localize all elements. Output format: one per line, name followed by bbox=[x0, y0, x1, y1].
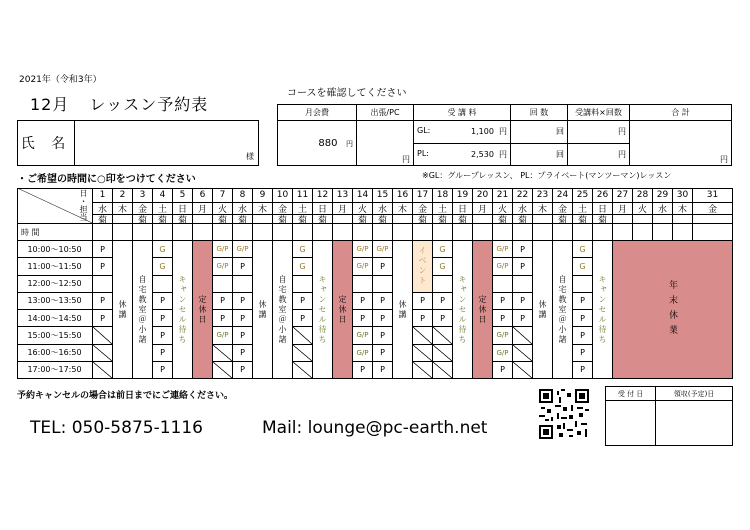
day-number: 22 bbox=[513, 188, 533, 203]
day-header-filler bbox=[173, 224, 193, 241]
day-weekday: 木 bbox=[533, 203, 553, 215]
lesson-slot[interactable]: P bbox=[233, 258, 253, 275]
lesson-slot[interactable]: P bbox=[233, 327, 253, 344]
gl-price: 1,100 bbox=[471, 127, 494, 137]
day-header-filler bbox=[233, 224, 253, 241]
lesson-slot[interactable]: P bbox=[353, 293, 373, 310]
fee-header-trip: 出張/PC bbox=[357, 105, 414, 121]
day-number: 7 bbox=[213, 188, 233, 203]
day-number: 14 bbox=[353, 188, 373, 203]
lesson-slot[interactable]: P bbox=[573, 310, 593, 327]
pl-price: 2,530 bbox=[471, 149, 494, 159]
day-teacher bbox=[673, 215, 693, 224]
day-number: 20 bbox=[473, 188, 493, 203]
unavailable-slot bbox=[513, 327, 533, 344]
day-header-filler bbox=[653, 224, 673, 241]
day-number: 1 bbox=[93, 188, 113, 203]
lesson-slot[interactable]: P bbox=[213, 293, 233, 310]
day-number: 18 bbox=[433, 188, 453, 203]
day-header-filler bbox=[393, 224, 413, 241]
lesson-slot[interactable]: G bbox=[293, 258, 313, 275]
lesson-slot[interactable]: P bbox=[233, 362, 253, 379]
pl-subtotal-yen: 円 bbox=[618, 149, 626, 159]
receipt-table bbox=[605, 386, 733, 446]
gl-price-cell bbox=[414, 121, 511, 144]
fee-header-total: 合 計 bbox=[630, 105, 732, 121]
lesson-slot[interactable]: G/P bbox=[493, 327, 513, 344]
lesson-slot[interactable]: P bbox=[93, 310, 113, 327]
lesson-slot[interactable]: P bbox=[573, 293, 593, 310]
lesson-slot[interactable]: G/P bbox=[213, 327, 233, 344]
receipt-issue-header: 領収(予定)日 bbox=[656, 387, 733, 401]
lesson-slot[interactable]: P bbox=[373, 293, 393, 310]
day-number: 24 bbox=[553, 188, 573, 203]
name-label: 氏 名 bbox=[18, 121, 75, 165]
lesson-slot[interactable]: G/P bbox=[233, 241, 253, 258]
day-number: 25 bbox=[573, 188, 593, 203]
day-header-filler bbox=[293, 224, 313, 241]
year-label: 2021年（令和3年） bbox=[19, 75, 102, 85]
day-header-filler bbox=[533, 224, 553, 241]
day-weekday: 日 bbox=[313, 203, 333, 215]
day-number: 26 bbox=[593, 188, 613, 203]
lesson-slot[interactable]: P bbox=[233, 293, 253, 310]
day-teacher: 菊 bbox=[573, 215, 593, 224]
lesson-slot[interactable]: P bbox=[513, 258, 533, 275]
lesson-slot[interactable]: G bbox=[153, 258, 173, 275]
gl-subtotal-cell[interactable] bbox=[568, 121, 630, 144]
lesson-slot[interactable]: P bbox=[373, 310, 393, 327]
fee-header-monthly: 月会費 bbox=[278, 105, 357, 121]
day-header-filler bbox=[213, 224, 233, 241]
lesson-slot[interactable] bbox=[153, 276, 173, 293]
day-header-filler bbox=[493, 224, 513, 241]
unavailable-slot bbox=[433, 362, 453, 379]
lesson-slot[interactable]: P bbox=[93, 241, 113, 258]
receipt-date-field[interactable] bbox=[606, 401, 656, 446]
day-status-span: 定休日 bbox=[193, 241, 213, 379]
day-weekday: 日 bbox=[173, 203, 193, 215]
unavailable-slot bbox=[293, 327, 313, 344]
day-header-filler bbox=[253, 224, 273, 241]
day-number: 16 bbox=[393, 188, 413, 203]
day-header-filler bbox=[153, 224, 173, 241]
lesson-slot[interactable]: P bbox=[373, 258, 393, 275]
schedule-grid bbox=[17, 188, 733, 379]
day-status-span: 休講 bbox=[393, 241, 413, 379]
day-teacher bbox=[473, 215, 493, 224]
day-status-span: イベント bbox=[413, 241, 433, 293]
day-status-span: 休講 bbox=[113, 241, 133, 379]
lesson-slot[interactable]: P bbox=[373, 345, 393, 362]
lesson-slot[interactable]: G bbox=[433, 258, 453, 275]
day-weekday: 土 bbox=[153, 203, 173, 215]
day-number: 21 bbox=[493, 188, 513, 203]
unavailable-slot bbox=[413, 362, 433, 379]
day-weekday: 火 bbox=[633, 203, 653, 215]
day-teacher: 菊 bbox=[133, 215, 153, 224]
fee-table bbox=[277, 104, 732, 166]
day-teacher: 菊 bbox=[593, 215, 613, 224]
title-label: レッスン予約表 bbox=[89, 95, 209, 114]
lesson-slot[interactable]: G/P bbox=[353, 258, 373, 275]
day-weekday: 土 bbox=[293, 203, 313, 215]
time-slot-label: 15:00～15:50 bbox=[17, 327, 93, 344]
day-weekday: 木 bbox=[253, 203, 273, 215]
pl-yen: 円 bbox=[499, 149, 507, 159]
lesson-slot[interactable]: P bbox=[153, 327, 173, 344]
lesson-slot[interactable]: P bbox=[573, 327, 593, 344]
lesson-slot[interactable]: P bbox=[573, 345, 593, 362]
day-teacher: 菊 bbox=[313, 215, 333, 224]
day-teacher: 菊 bbox=[413, 215, 433, 224]
fee-header-lesson: 受 講 料 bbox=[414, 105, 511, 121]
lesson-slot[interactable]: G/P bbox=[353, 345, 373, 362]
lesson-slot[interactable]: P bbox=[213, 310, 233, 327]
day-header-filler bbox=[353, 224, 373, 241]
unavailable-slot bbox=[413, 327, 433, 344]
name-field[interactable] bbox=[17, 120, 259, 166]
lesson-slot[interactable]: P bbox=[493, 362, 513, 379]
lesson-slot[interactable]: G/P bbox=[373, 241, 393, 258]
unavailable-slot bbox=[433, 345, 453, 362]
day-status-span: 定休日 bbox=[333, 241, 353, 379]
unavailable-slot bbox=[413, 345, 433, 362]
day-teacher: 菊 bbox=[173, 215, 193, 224]
day-teacher: 菊 bbox=[453, 215, 473, 224]
day-weekday: 日 bbox=[453, 203, 473, 215]
day-header-filler bbox=[333, 224, 353, 241]
day-status-span: キャンセル待ち bbox=[453, 241, 473, 379]
day-status-span: キャンセル待ち bbox=[593, 241, 613, 379]
unavailable-slot bbox=[93, 345, 113, 362]
day-number: 31 bbox=[693, 188, 733, 203]
lesson-slot[interactable]: G/P bbox=[353, 327, 373, 344]
day-header-filler bbox=[693, 224, 733, 241]
cancel-note: 予約キャンセルの場合は前日までにご連絡ください。 bbox=[17, 391, 234, 401]
fee-header-subtotal: 受講料×回数 bbox=[568, 105, 630, 121]
day-weekday: 金 bbox=[413, 203, 433, 215]
unavailable-slot bbox=[93, 362, 113, 379]
gl-subtotal-yen: 円 bbox=[618, 127, 626, 137]
day-teacher bbox=[693, 215, 733, 224]
lesson-slot[interactable] bbox=[513, 276, 533, 293]
receipt-date-header: 受 付 日 bbox=[606, 387, 656, 401]
unavailable-slot bbox=[513, 362, 533, 379]
day-weekday: 月 bbox=[333, 203, 353, 215]
day-number: 27 bbox=[613, 188, 633, 203]
lesson-slot[interactable]: G bbox=[153, 241, 173, 258]
grid-corner bbox=[17, 188, 93, 224]
gl-label: GL: bbox=[417, 126, 431, 136]
lesson-slot[interactable] bbox=[293, 276, 313, 293]
lesson-slot[interactable]: P bbox=[513, 293, 533, 310]
day-header-filler bbox=[673, 224, 693, 241]
pl-count-cell[interactable] bbox=[511, 143, 568, 166]
day-header-filler bbox=[113, 224, 133, 241]
day-header-filler bbox=[633, 224, 653, 241]
day-teacher: 菊 bbox=[373, 215, 393, 224]
wish-note: ・ご希望の時間に○印をつけてください bbox=[17, 174, 196, 185]
day-weekday: 木 bbox=[673, 203, 693, 215]
time-slot-label: 11:00～11:50 bbox=[17, 258, 93, 275]
time-slot-label: 12:00～12:50 bbox=[17, 276, 93, 293]
day-number: 11 bbox=[293, 188, 313, 203]
lesson-slot[interactable] bbox=[353, 276, 373, 293]
time-slot-label: 17:00～17:50 bbox=[17, 362, 93, 379]
day-teacher bbox=[393, 215, 413, 224]
lesson-slot[interactable]: P bbox=[493, 293, 513, 310]
day-weekday: 金 bbox=[273, 203, 293, 215]
lesson-slot[interactable]: P bbox=[153, 345, 173, 362]
day-header-filler bbox=[193, 224, 213, 241]
day-number: 2 bbox=[113, 188, 133, 203]
day-weekday: 日 bbox=[593, 203, 613, 215]
day-teacher: 菊 bbox=[433, 215, 453, 224]
trip-fee-cell[interactable] bbox=[357, 121, 414, 166]
lesson-slot[interactable]: P bbox=[293, 293, 313, 310]
day-teacher bbox=[113, 215, 133, 224]
day-header-filler bbox=[473, 224, 493, 241]
lesson-slot[interactable] bbox=[93, 276, 113, 293]
day-teacher bbox=[613, 215, 633, 224]
day-header-filler bbox=[93, 224, 113, 241]
trip-fee-yen: 円 bbox=[402, 155, 410, 164]
day-number: 10 bbox=[273, 188, 293, 203]
day-header-filler bbox=[593, 224, 613, 241]
day-header-filler bbox=[413, 224, 433, 241]
day-weekday: 木 bbox=[113, 203, 133, 215]
day-weekday: 月 bbox=[613, 203, 633, 215]
day-weekday: 月 bbox=[193, 203, 213, 215]
day-assignee-label: 日・担当 bbox=[79, 189, 88, 221]
day-status-span: 年末休業 bbox=[613, 241, 733, 379]
day-teacher bbox=[253, 215, 273, 224]
day-weekday: 火 bbox=[353, 203, 373, 215]
lesson-slot[interactable]: P bbox=[413, 310, 433, 327]
lesson-slot[interactable]: P bbox=[373, 327, 393, 344]
day-number: 4 bbox=[153, 188, 173, 203]
monthly-fee-cell bbox=[278, 121, 357, 166]
day-weekday: 金 bbox=[133, 203, 153, 215]
day-number: 28 bbox=[633, 188, 653, 203]
lesson-slot[interactable]: P bbox=[513, 310, 533, 327]
day-teacher: 菊 bbox=[233, 215, 253, 224]
time-header: 時 間 bbox=[17, 224, 93, 241]
day-number: 29 bbox=[653, 188, 673, 203]
day-teacher: 菊 bbox=[273, 215, 293, 224]
day-weekday: 水 bbox=[513, 203, 533, 215]
fee-header-count: 回 数 bbox=[511, 105, 568, 121]
day-header-filler bbox=[313, 224, 333, 241]
lesson-slot[interactable]: P bbox=[413, 293, 433, 310]
day-header-filler bbox=[453, 224, 473, 241]
day-teacher bbox=[333, 215, 353, 224]
day-number: 15 bbox=[373, 188, 393, 203]
lesson-slot[interactable]: G bbox=[573, 241, 593, 258]
lesson-slot[interactable] bbox=[213, 276, 233, 293]
day-weekday: 金 bbox=[693, 203, 733, 215]
day-teacher: 菊 bbox=[353, 215, 373, 224]
legend-note: ※GL：グループレッスン、 PL：プライベート(マンツーマン)レッスン bbox=[422, 171, 672, 180]
day-number: 9 bbox=[253, 188, 273, 203]
day-number: 8 bbox=[233, 188, 253, 203]
qr-code-icon bbox=[539, 389, 589, 439]
monthly-fee-value: 880 bbox=[318, 137, 338, 149]
day-status-span: 休講 bbox=[253, 241, 273, 379]
course-note: コースを確認してください bbox=[287, 88, 407, 99]
lesson-slot[interactable]: P bbox=[433, 293, 453, 310]
lesson-slot[interactable]: P bbox=[93, 258, 113, 275]
lesson-slot[interactable]: P bbox=[233, 310, 253, 327]
lesson-slot[interactable] bbox=[493, 276, 513, 293]
lesson-slot[interactable]: G/P bbox=[353, 241, 373, 258]
lesson-slot[interactable]: P bbox=[293, 310, 313, 327]
lesson-slot[interactable]: G bbox=[433, 241, 453, 258]
unavailable-slot bbox=[293, 345, 313, 362]
day-number: 5 bbox=[173, 188, 193, 203]
day-teacher bbox=[533, 215, 553, 224]
lesson-slot[interactable]: P bbox=[373, 362, 393, 379]
day-header-filler bbox=[373, 224, 393, 241]
day-number: 17 bbox=[413, 188, 433, 203]
day-teacher: 菊 bbox=[493, 215, 513, 224]
day-teacher bbox=[633, 215, 653, 224]
lesson-slot[interactable]: P bbox=[153, 362, 173, 379]
day-header-filler bbox=[553, 224, 573, 241]
time-slot-label: 13:00～13:50 bbox=[17, 293, 93, 310]
day-teacher: 菊 bbox=[213, 215, 233, 224]
unavailable-slot bbox=[433, 327, 453, 344]
day-teacher: 菊 bbox=[553, 215, 573, 224]
day-status-span: キャンセル待ち bbox=[313, 241, 333, 379]
lesson-slot[interactable]: P bbox=[353, 310, 373, 327]
lesson-slot[interactable] bbox=[233, 276, 253, 293]
lesson-slot[interactable]: G bbox=[293, 241, 313, 258]
day-teacher: 菊 bbox=[293, 215, 313, 224]
lesson-slot[interactable]: P bbox=[433, 310, 453, 327]
day-status-span: キャンセル待ち bbox=[173, 241, 193, 379]
day-teacher: 菊 bbox=[153, 215, 173, 224]
unavailable-slot bbox=[93, 327, 113, 344]
day-header-filler bbox=[513, 224, 533, 241]
lesson-slot[interactable]: G/P bbox=[213, 258, 233, 275]
day-status-span: 自宅教室＠小諸 bbox=[133, 241, 153, 379]
total-yen: 円 bbox=[720, 155, 728, 164]
day-weekday: 水 bbox=[373, 203, 393, 215]
lesson-slot[interactable] bbox=[573, 276, 593, 293]
day-header-filler bbox=[573, 224, 593, 241]
time-slot-label: 10:00～10:50 bbox=[17, 241, 93, 258]
pl-subtotal-cell[interactable] bbox=[568, 143, 630, 166]
unavailable-slot bbox=[293, 362, 313, 379]
day-weekday: 金 bbox=[553, 203, 573, 215]
unavailable-slot bbox=[213, 362, 233, 379]
lesson-slot[interactable]: G/P bbox=[493, 345, 513, 362]
unavailable-slot bbox=[213, 345, 233, 362]
day-number: 23 bbox=[533, 188, 553, 203]
lesson-slot[interactable]: P bbox=[493, 310, 513, 327]
pl-price-cell bbox=[414, 143, 511, 166]
day-number: 19 bbox=[453, 188, 473, 203]
day-teacher: 菊 bbox=[513, 215, 533, 224]
monthly-fee-yen: 円 bbox=[346, 139, 353, 148]
day-status-span: 自宅教室＠小諸 bbox=[553, 241, 573, 379]
day-header-filler bbox=[613, 224, 633, 241]
lesson-slot[interactable]: G/P bbox=[493, 241, 513, 258]
day-status-span: 休講 bbox=[533, 241, 553, 379]
day-teacher: 菊 bbox=[93, 215, 113, 224]
lesson-slot[interactable]: P bbox=[153, 310, 173, 327]
lesson-slot[interactable]: G/P bbox=[493, 258, 513, 275]
day-weekday: 水 bbox=[93, 203, 113, 215]
day-number: 13 bbox=[333, 188, 353, 203]
lesson-slot[interactable]: P bbox=[513, 241, 533, 258]
total-cell[interactable] bbox=[630, 121, 732, 166]
lesson-slot[interactable]: G/P bbox=[213, 241, 233, 258]
gl-count-cell[interactable] bbox=[511, 121, 568, 144]
gl-kai: 回 bbox=[556, 127, 564, 137]
day-header-filler bbox=[273, 224, 293, 241]
day-header-filler bbox=[133, 224, 153, 241]
gl-yen: 円 bbox=[499, 127, 507, 137]
pl-kai: 回 bbox=[556, 149, 564, 159]
day-weekday: 水 bbox=[653, 203, 673, 215]
day-weekday: 木 bbox=[393, 203, 413, 215]
month-label: 12月 bbox=[30, 95, 70, 114]
email-address: Mail: lounge@pc-earth.net bbox=[262, 418, 488, 438]
day-number: 30 bbox=[673, 188, 693, 203]
lesson-slot[interactable]: P bbox=[573, 362, 593, 379]
lesson-slot[interactable]: P bbox=[233, 345, 253, 362]
receipt-issue-field[interactable] bbox=[656, 401, 733, 446]
lesson-slot[interactable]: P bbox=[353, 362, 373, 379]
time-slot-label: 14:00～14:50 bbox=[17, 310, 93, 327]
day-number: 6 bbox=[193, 188, 213, 203]
day-weekday: 月 bbox=[473, 203, 493, 215]
day-status-span: 定休日 bbox=[473, 241, 493, 379]
phone-number: TEL: 050-5875-1116 bbox=[30, 418, 203, 438]
lesson-slot[interactable]: P bbox=[153, 293, 173, 310]
lesson-slot[interactable]: P bbox=[93, 293, 113, 310]
day-header-filler bbox=[433, 224, 453, 241]
day-weekday: 水 bbox=[233, 203, 253, 215]
lesson-slot[interactable] bbox=[433, 276, 453, 293]
day-weekday: 土 bbox=[433, 203, 453, 215]
time-slot-label: 16:00～16:50 bbox=[17, 345, 93, 362]
lesson-slot[interactable] bbox=[373, 276, 393, 293]
lesson-slot[interactable]: G bbox=[573, 258, 593, 275]
day-teacher bbox=[193, 215, 213, 224]
page-title bbox=[30, 92, 228, 115]
day-number: 3 bbox=[133, 188, 153, 203]
name-suffix: 様 bbox=[246, 152, 254, 161]
day-weekday: 土 bbox=[573, 203, 593, 215]
day-weekday: 火 bbox=[493, 203, 513, 215]
day-number: 12 bbox=[313, 188, 333, 203]
pl-label: PL: bbox=[417, 148, 429, 158]
day-weekday: 火 bbox=[213, 203, 233, 215]
unavailable-slot bbox=[513, 345, 533, 362]
day-teacher bbox=[653, 215, 673, 224]
day-status-span: 自宅教室＠小諸 bbox=[273, 241, 293, 379]
